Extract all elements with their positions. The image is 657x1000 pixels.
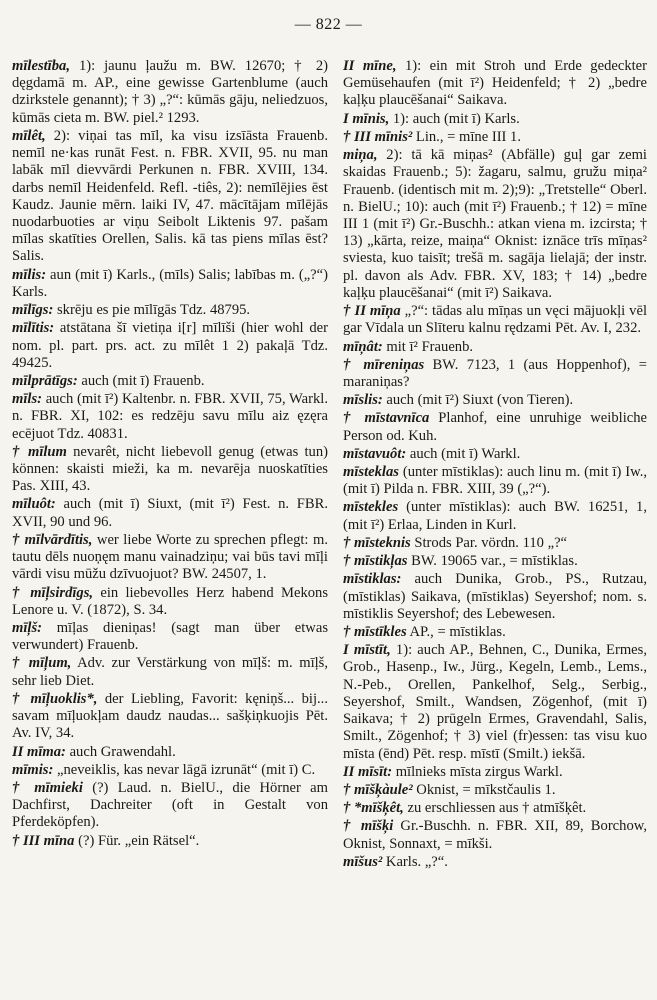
entry-body: Planhof, eine unruhige weibliche Person od. Kuh. <box>343 410 647 444</box>
entry-body: 1): auch AP., Behnen, C., Dunika, Ermes, Grob., Hasenp., Iw., Jürg., Kegeln, Lemb., Lems., N.-Peb., Orellen, Pankelhof, Selg., Serbig., Seyershof, Smilt., Wandsen, Zögenhof, (mit ī) Saikava; † 2) prūgeln Ermes, Gravendahl, Salis, Smilt., Zögenhof; † 3) viel (fr)essen: tas visu kuo mīsta (ēnd) Pēt. resp. mīstī (Smilt.) iekšā. <box>343 642 647 762</box>
headword: † III mīna <box>12 832 75 849</box>
headword: mīņât: <box>343 338 383 355</box>
dictionary-entry <box>343 553 647 570</box>
headword: II mīne, <box>343 58 397 74</box>
entry-body: Lin., = mīne III 1. <box>412 128 522 145</box>
dictionary-entry <box>12 585 328 619</box>
headword: † *mīšķêt, <box>343 800 404 817</box>
dictionary-entry <box>12 128 328 266</box>
headword: † mīsteknis <box>343 534 411 551</box>
headword: mīsteklas <box>343 464 399 481</box>
headword: † II mīņa <box>343 303 401 320</box>
entry-body: skrēju es pie mīlīgās Tdz. 48795. <box>53 302 251 319</box>
dictionary-entry <box>12 780 328 832</box>
page-number: — 822 — <box>294 16 363 33</box>
entry-body: aun (mit ī) Karls., (mīls) Salis; labības m. („?“) Karls. <box>12 266 328 300</box>
headword: † mīļum, <box>12 655 72 672</box>
entry-body: nevarêt, nicht liebevoll genug (etwas tun) können: skaisti mieži, ka m. nevarēja nuoskatīties Pas. XIII, 43. <box>12 443 328 495</box>
headword: † mīļsirdīgs, <box>12 584 94 601</box>
entry-body: mīlnieks mīsta zirgus Warkl. <box>392 763 563 780</box>
headword: miņa, <box>343 147 378 164</box>
entry-body: auch Grawendahl. <box>65 743 176 760</box>
headword: † mīļuoklis*, <box>12 690 98 707</box>
dictionary-entry <box>343 303 647 337</box>
dictionary-entry <box>12 532 328 584</box>
entry-body: 2): tā kā miņas² (Abfälle) guļ gar zemi skaidas Frauenb.; 5): žagaru, salmu, gružu miņa² Frauenb. (identisch mit m. 2);9): „Tretstelle“ Oberl. n. BielU.; 10): auch (mit ī²) Frauenb.; † 12) = mīne III 1 (mit ī²) Gr.-Buschh.: atkan viena m. izcirsta; † 13) „kārta, reize, maiņa“ Oknist: iznāce trīs mīņas² sviesta, kuo taisīt; trešā m. sagāja lielajā; der instr. pl. davon als Adv. FBR. XV, 183; † 14) „bedre kaļķu plaucēšanai“ (mit ī²) Saikava. <box>343 147 647 301</box>
entry-body: mit ī² Frauenb. <box>382 338 474 355</box>
entry-body: auch (mit ī) Siuxt, (mit ī²) Fest. n. FBR. XVII, 90 und 96. <box>12 496 328 530</box>
headword: † mīstavnīca <box>343 410 430 427</box>
headword: mīmis: <box>12 761 54 778</box>
headword: † mīšķàule² <box>343 781 413 798</box>
headword: I mīstīt, <box>343 642 391 659</box>
dictionary-entry <box>12 444 328 496</box>
dictionary-entry <box>343 535 647 552</box>
dictionary-entry <box>343 129 647 146</box>
headword: II mīma: <box>12 743 66 760</box>
headword: mīlprātīgs: <box>12 372 78 389</box>
entry-body: auch (mit ī) Warkl. <box>406 445 521 462</box>
dictionary-entry <box>12 762 328 779</box>
headword: † mīšķi <box>343 818 394 835</box>
dictionary-entry <box>12 302 328 319</box>
dictionary-entry <box>343 410 647 444</box>
headword: I mīnis, <box>343 110 390 127</box>
dictionary-entry <box>12 496 328 530</box>
dictionary-entry <box>12 744 328 761</box>
dictionary-entry <box>343 446 647 463</box>
headword: mīšus² <box>343 853 383 870</box>
entry-body: auch Dunika, Grob., PS., Rutzau, (mīstiklas) Saikava, (mīstiklas) Seyershof; nom. s. mīstiklis Seyershof; des Lebewesen. <box>343 571 647 622</box>
dictionary-entry <box>343 854 647 871</box>
entry-body: Strods Par. vördn. 110 „?“ <box>410 534 568 551</box>
dictionary-entry <box>12 620 328 654</box>
dictionary-entry <box>343 764 647 781</box>
entry-body: BW. 19065 var., = mīstiklas. <box>407 553 578 570</box>
entry-body: (unter mīstiklas): auch linu m. (mit ī) Iw., (mit ī) Pilda n. FBR. XIII, 39 („?“). <box>343 464 647 498</box>
dictionary-entry <box>343 642 647 763</box>
entry-body: (?) Für. „ein Rätsel“. <box>74 832 200 849</box>
entry-body: „?“: tādas alu mīņas un vęci mājuokļi vēl gar Vīdala un Slīteru kalnu rędzami Pēt. Av. I, 232. <box>343 303 647 337</box>
right-column <box>343 58 647 988</box>
entry-body: mīļas dieniņas! (sagt man über etwas verwundert) Frauenb. <box>12 620 328 654</box>
dictionary-entry <box>12 58 328 127</box>
dictionary-entry <box>343 464 647 498</box>
headword: † mīmieki <box>12 779 83 796</box>
entry-body: Oknist, = mīkstčaulis 1. <box>412 781 556 798</box>
entry-body: auch (mit ī) Frauenb. <box>77 372 205 389</box>
dictionary-entry <box>12 391 328 443</box>
entry-body: AP., = mīstiklas. <box>406 624 506 640</box>
headword: mīlêt, <box>12 127 46 144</box>
headword: † III mīnis² <box>343 128 413 145</box>
headword: mīstekles <box>343 499 399 516</box>
entry-body: Karls. „?“. <box>382 853 448 870</box>
entry-body: Gr.-Buschh. n. FBR. XII, 89, Borchow, Oknist, Sonnaxt, = mīkši. <box>343 818 647 852</box>
dictionary-entry <box>12 691 328 743</box>
dictionary-entry <box>343 800 647 817</box>
headword: mīstavuôt: <box>343 445 407 462</box>
dictionary-entry <box>343 499 647 533</box>
dictionary-entry <box>343 818 647 852</box>
headword: † mīlvārdītis, <box>12 531 93 548</box>
entry-body: wer liebe Worte zu sprechen pflegt: m. tautu dēls nuoņęm manu vainadziņu; vai būs tavi mīļi vārdi visu mūžu dzīvuojuot? BW. 24507, 1. <box>12 531 328 583</box>
dictionary-entry <box>12 320 328 372</box>
headword: mīlis: <box>12 266 47 283</box>
headword: mīslis: <box>343 392 383 409</box>
dictionary-entry <box>12 833 328 850</box>
dictionary-entry <box>343 392 647 409</box>
dictionary-entry <box>343 571 647 623</box>
headword: † mīlum <box>12 443 67 460</box>
entry-body: 1): auch (mit ī) Karls. <box>389 110 520 127</box>
headword: mīlītis: <box>12 320 55 337</box>
headword: mīstiklas: <box>343 571 402 588</box>
left-column <box>12 58 328 988</box>
entry-body: Adv. zur Verstärkung von mīļš: m. mīļš, sehr lieb Diet. <box>12 655 328 689</box>
entry-body: 1): ein mit Stroh und Erde gedeckter Gemüsehaufen (mit ī²) Heidenfeld; † 2) „bedre kaļķu plaucēšanai“ Saikava. <box>343 58 647 109</box>
dictionary-entry <box>12 267 328 301</box>
dictionary-entry <box>12 373 328 390</box>
entry-body: 1): jaunu ļaužu m. BW. 12670; † 2) dęgdamā m. AP., eine gewisse Gartenblume (auch dzirkstele genannt); † 3) „?“: kūmās gāju, neliedzuos, kūmās cieta m. BW. piel.² 1293. <box>12 58 328 126</box>
headword: mīļš: <box>12 620 42 636</box>
headword: mīlestība, <box>12 58 70 74</box>
entry-body: (unter mīstiklas): auch BW. 16251, 1, (mit ī²) Erlaa, Linden in Kurl. <box>343 499 647 533</box>
dictionary-entry <box>343 357 647 391</box>
headword: † mīstīkles <box>343 624 407 640</box>
entry-body: (?) Laud. n. BielU., die Hörner am Dachfirst, Dachreiter (oft in Gestalt von Pferdeköpfen). <box>12 779 328 831</box>
dictionary-entry <box>343 624 647 641</box>
entry-body: ein liebevolles Herz habend Mekons Lenore u. V. (1872), S. 34. <box>12 584 328 618</box>
entry-body: „neveiklis, kas nevar lāgā izrunāt“ (mit ī) C. <box>53 761 316 778</box>
headword: mīlīgs: <box>12 302 54 319</box>
headword: † mīstikļas <box>343 553 408 570</box>
dictionary-entry <box>343 339 647 356</box>
entry-body: zu erschliessen aus † atmīšķêt. <box>403 800 587 817</box>
dictionary-entry <box>12 655 328 689</box>
entry-body: BW. 7123, 1 (aus Hoppenhof), = maraniņas? <box>343 356 647 390</box>
dictionary-entry <box>343 147 647 302</box>
entry-body: atstātana šī vietiņa i[r] mīlīši (hier wohl der nom. pl. part. prs. act. zu mīlêt 1 2) pakaļā Tdz. 49425. <box>12 320 328 371</box>
entry-body: der Liebling, Favorit: kęniņš... bij... savam mīļuokļam daudz naudas... sašķiņkuojis Pēt. Av. IV, 34. <box>12 690 328 742</box>
headword: II mīsīt: <box>343 763 393 780</box>
headword: mīluôt: <box>12 496 56 513</box>
entry-body: auch (mit ī²) Siuxt (von Tieren). <box>382 392 574 409</box>
dictionary-entry <box>343 58 647 110</box>
entry-body: 2): viņai tas mīl, ka visu izsīāsta Frauenb. nemīl ne·kas runāt Fest. n. FBR. XVII, 95. nu man labāk mīl dievvārdi Perkunen n. FBR. XVIII, 134. darbs nemīl Heidenfeld. Refl. -tiês, 2): nemīlējies ēst Kaudz. Jaunie mērn. laiki IV, 47. mācītājam mīlējās nuodarbuoties ar viņu Seibolt Liktenis 97. pašam mīlas skatīties Orellen, Salis. kā tas piens mīlas ēst? Salis. <box>12 127 328 265</box>
dictionary-entry <box>343 782 647 799</box>
headword: mīls: <box>12 391 42 408</box>
entry-body: auch (mit ī²) Kaltenbr. n. FBR. XVII, 75, Warkl. n. FBR. XI, 102: es redzēju savu mīlu aiz ęzęra ecējuot Tdz. 40831. <box>12 391 328 442</box>
dictionary-entry <box>343 111 647 128</box>
headword: † mīreniņas <box>343 356 425 373</box>
